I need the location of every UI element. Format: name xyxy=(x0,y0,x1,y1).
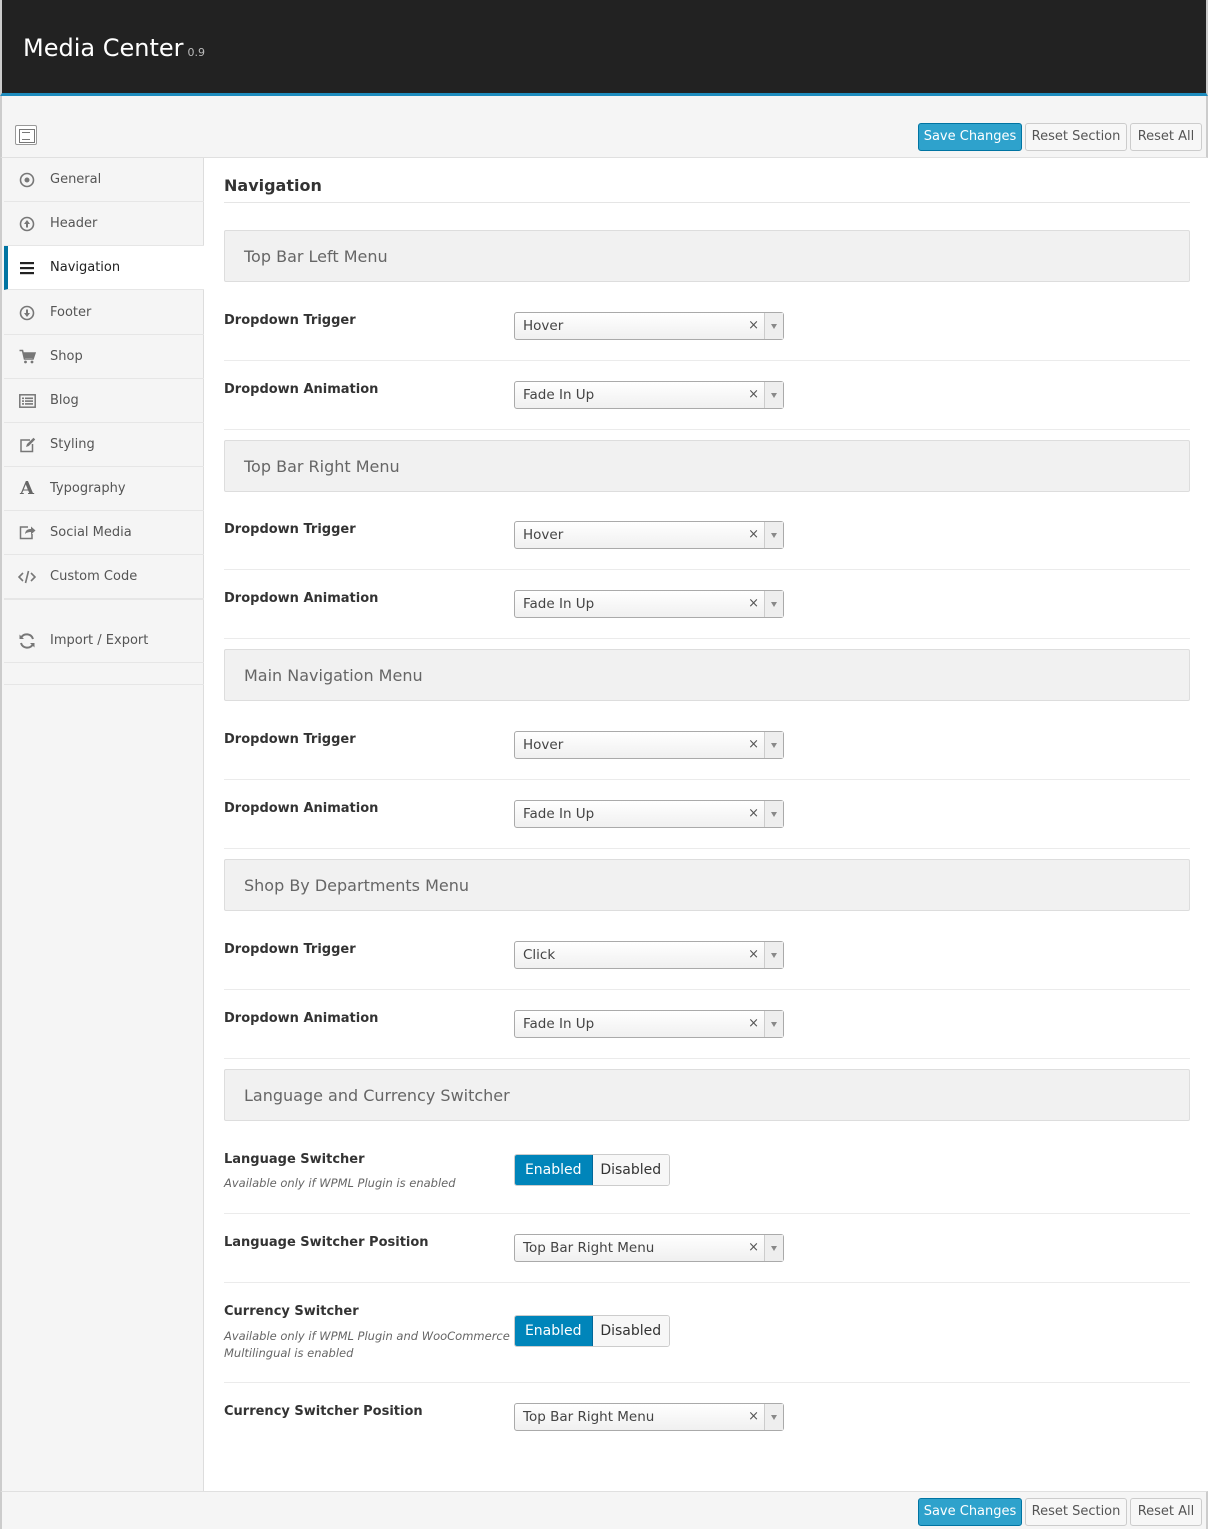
currency-switcher-position-select[interactable] xyxy=(514,1403,784,1431)
section-title: Top Bar Right Menu xyxy=(244,457,400,476)
dropdown-trigger-select[interactable] xyxy=(514,731,784,759)
chevron-down-icon[interactable] xyxy=(764,1011,783,1037)
chevron-down-icon[interactable] xyxy=(764,1235,783,1261)
sidebar-item-styling[interactable] xyxy=(4,423,205,467)
row-divider xyxy=(224,569,1190,570)
dropdown-animation-select[interactable] xyxy=(514,1010,784,1038)
clear-icon[interactable]: × xyxy=(748,947,759,962)
sidebar-item-footer[interactable] xyxy=(4,291,205,335)
sidebar-item-label: Custom Code xyxy=(50,569,138,584)
dropdown-trigger-select[interactable] xyxy=(514,941,784,969)
select-value: Hover xyxy=(523,318,564,334)
clear-icon[interactable]: × xyxy=(748,737,759,752)
list-alt-icon xyxy=(18,392,36,410)
app-title xyxy=(23,34,205,62)
sidebar-item-label: General xyxy=(50,172,102,187)
reset-all-button[interactable]: Reset All xyxy=(1130,123,1202,151)
field-description: Available only if WPML Plugin and WooCommerce Multilingual is enabled xyxy=(224,1329,510,1360)
clear-icon[interactable]: × xyxy=(748,387,759,402)
top-toolbar xyxy=(0,96,1208,158)
chevron-down-icon[interactable] xyxy=(764,732,783,758)
sidebar-item-label: Navigation xyxy=(50,260,121,275)
bars-icon xyxy=(18,259,36,277)
row-divider xyxy=(224,360,1190,361)
sidebar-divider xyxy=(4,684,205,685)
dropdown-animation-select[interactable] xyxy=(514,590,784,618)
section-title: Shop By Departments Menu xyxy=(244,876,470,895)
field-label: Language Switcher Position xyxy=(224,1235,429,1250)
sidebar-item-general[interactable] xyxy=(4,158,205,202)
sidebar-item-social-media[interactable] xyxy=(4,511,205,555)
save-button[interactable]: Save Changes xyxy=(918,1498,1022,1526)
reset-all-button[interactable]: Reset All xyxy=(1130,1498,1202,1526)
field-label: Dropdown Trigger xyxy=(224,313,356,328)
clear-icon[interactable]: × xyxy=(748,318,759,333)
section-header xyxy=(224,859,1190,911)
dropdown-trigger-select[interactable] xyxy=(514,312,784,340)
row-divider xyxy=(224,1382,1190,1383)
sidebar-item-label: Import / Export xyxy=(50,633,149,648)
field-label: Dropdown Animation xyxy=(224,591,379,606)
sidebar-item-label: Styling xyxy=(50,437,95,452)
section-title: Top Bar Left Menu xyxy=(244,247,388,266)
sidebar-item-label: Social Media xyxy=(50,525,132,540)
refresh-icon xyxy=(18,632,36,650)
chevron-down-icon[interactable] xyxy=(764,801,783,827)
sidebar-item-label: Header xyxy=(50,216,98,231)
clear-icon[interactable]: × xyxy=(748,1240,759,1255)
select-value: Fade In Up xyxy=(523,806,595,822)
clear-icon[interactable]: × xyxy=(748,596,759,611)
field-label: Dropdown Animation xyxy=(224,1011,379,1026)
clear-icon[interactable]: × xyxy=(748,1409,759,1424)
sidebar-item-custom-code[interactable] xyxy=(4,555,205,599)
field-label: Currency Switcher Position xyxy=(224,1404,423,1419)
language-switcher-toggle[interactable] xyxy=(514,1154,670,1186)
row-divider xyxy=(224,989,1190,990)
row-divider xyxy=(224,779,1190,780)
select-value: Click xyxy=(523,947,556,963)
field-label: Dropdown Trigger xyxy=(224,522,356,537)
title-divider xyxy=(224,202,1190,203)
sidebar-item-label: Shop xyxy=(50,349,83,364)
disabled-option[interactable]: Disabled xyxy=(593,1155,670,1185)
app-header xyxy=(0,0,1208,96)
select-value: Top Bar Right Menu xyxy=(523,1240,655,1256)
field-label: Dropdown Animation xyxy=(224,801,379,816)
reset-section-button[interactable]: Reset Section xyxy=(1025,1498,1127,1526)
select-value: Fade In Up xyxy=(523,1016,595,1032)
arrow-up-circle-icon xyxy=(18,215,36,233)
sidebar-item-shop[interactable] xyxy=(4,335,205,379)
chevron-down-icon[interactable] xyxy=(764,382,783,408)
row-divider xyxy=(224,1282,1190,1283)
dropdown-trigger-select[interactable] xyxy=(514,521,784,549)
field-label: Dropdown Animation xyxy=(224,382,379,397)
clear-icon[interactable]: × xyxy=(748,527,759,542)
app-version: 0.9 xyxy=(187,46,205,59)
edit-icon xyxy=(18,436,36,454)
font-icon: A xyxy=(20,478,34,499)
circle-dot-icon xyxy=(18,171,36,189)
enabled-option[interactable]: Enabled xyxy=(515,1155,593,1185)
chevron-down-icon[interactable] xyxy=(764,522,783,548)
chevron-down-icon[interactable] xyxy=(764,591,783,617)
dropdown-animation-select[interactable] xyxy=(514,381,784,409)
dropdown-animation-select[interactable] xyxy=(514,800,784,828)
field-description: Available only if WPML Plugin is enabled xyxy=(224,1176,456,1190)
reset-section-button[interactable]: Reset Section xyxy=(1025,123,1127,151)
layout-toggle-icon[interactable] xyxy=(15,125,37,145)
row-divider xyxy=(224,1213,1190,1214)
field-label: Dropdown Trigger xyxy=(224,942,356,957)
select-value: Hover xyxy=(523,527,564,543)
sidebar-divider xyxy=(4,599,205,600)
section-header xyxy=(224,1069,1190,1121)
field-label: Language Switcher xyxy=(224,1152,365,1167)
section-header xyxy=(224,649,1190,701)
save-button[interactable]: Save Changes xyxy=(918,123,1022,151)
sidebar-item-label: Typography xyxy=(50,481,126,496)
section-title: Main Navigation Menu xyxy=(244,666,423,685)
field-label: Dropdown Trigger xyxy=(224,732,356,747)
chevron-down-icon[interactable] xyxy=(764,1404,783,1430)
sidebar-item-label: Blog xyxy=(50,393,79,408)
currency-switcher-toggle[interactable] xyxy=(514,1315,670,1347)
bottom-toolbar xyxy=(0,1491,1208,1529)
select-value: Hover xyxy=(523,737,564,753)
main-panel xyxy=(204,158,1206,1491)
select-value: Fade In Up xyxy=(523,596,595,612)
language-switcher-position-select[interactable] xyxy=(514,1234,784,1262)
section-header xyxy=(224,440,1190,492)
select-value: Fade In Up xyxy=(523,387,595,403)
code-icon xyxy=(18,568,36,586)
share-icon xyxy=(18,524,36,542)
clear-icon[interactable]: × xyxy=(748,806,759,821)
disabled-option[interactable]: Disabled xyxy=(593,1316,670,1346)
app-name: Media Center xyxy=(23,34,184,62)
row-divider xyxy=(224,1058,1190,1059)
sidebar xyxy=(0,158,204,1491)
section-title: Language and Currency Switcher xyxy=(244,1086,510,1105)
cart-icon xyxy=(18,348,36,366)
chevron-down-icon[interactable] xyxy=(764,313,783,339)
sidebar-item-blog[interactable] xyxy=(4,379,205,423)
sidebar-item-label: Footer xyxy=(50,305,92,320)
arrow-down-circle-icon xyxy=(18,304,36,322)
sidebar-item-navigation[interactable] xyxy=(4,246,207,290)
row-divider xyxy=(224,848,1190,849)
clear-icon[interactable]: × xyxy=(748,1016,759,1031)
section-header xyxy=(224,230,1190,282)
enabled-option[interactable]: Enabled xyxy=(515,1316,593,1346)
field-label: Currency Switcher xyxy=(224,1304,359,1319)
row-divider xyxy=(224,638,1190,639)
chevron-down-icon[interactable] xyxy=(764,942,783,968)
sidebar-item-typography[interactable] xyxy=(4,467,205,511)
sidebar-item-header[interactable] xyxy=(4,202,205,246)
page-title: Navigation xyxy=(224,176,322,195)
sidebar-item-import-export[interactable] xyxy=(4,619,205,663)
select-value: Top Bar Right Menu xyxy=(523,1409,655,1425)
row-divider xyxy=(224,429,1190,430)
